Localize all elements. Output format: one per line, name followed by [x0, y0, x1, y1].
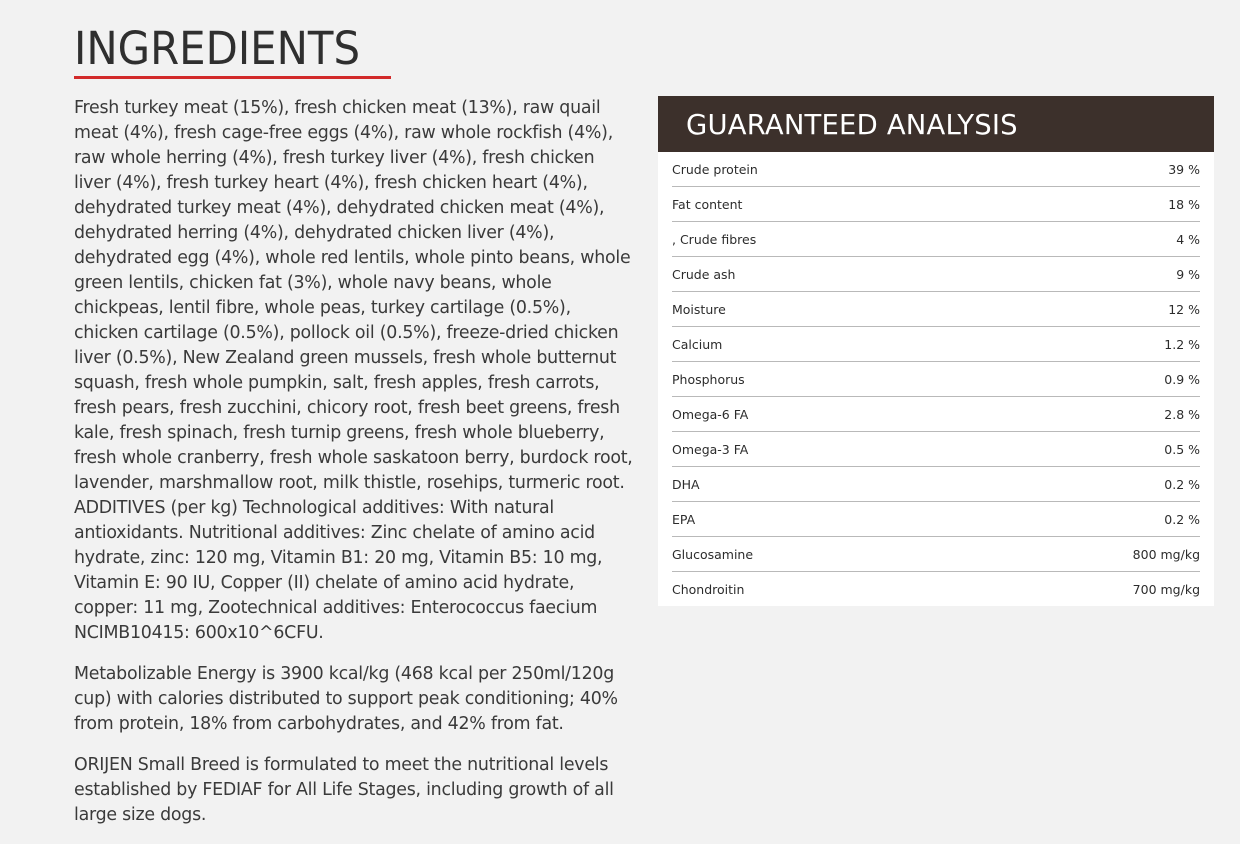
analysis-row-value: 0.2 %: [1164, 511, 1200, 527]
analysis-row: [672, 572, 1200, 606]
analysis-row-label: EPA: [672, 511, 696, 527]
guaranteed-analysis-panel: [658, 96, 1214, 606]
analysis-row-value: 1.2 %: [1164, 336, 1200, 352]
analysis-row-label: Omega-3 FA: [672, 441, 749, 457]
analysis-row-label: Crude ash: [672, 266, 736, 282]
standards-text: ORIJEN Small Breed is formulated to meet the nutritional levels established by FEDIAF for All Life Stages, including growth of all large size dogs.: [74, 755, 614, 825]
analysis-row-value: 12 %: [1168, 301, 1200, 317]
analysis-row-value: 39 %: [1168, 161, 1200, 177]
analysis-table: [658, 152, 1214, 606]
analysis-row: [672, 292, 1200, 327]
analysis-row-label: Chondroitin: [672, 581, 745, 597]
ingredients-heading: INGREDIENTS: [74, 22, 361, 75]
energy-text: Metabolizable Energy is 3900 kcal/kg (468 kcal per 250ml/120g cup) with calories distributed to support peak conditioning; 40% from protein, 18% from carbohydrates, and 42% from fat.: [74, 664, 618, 734]
analysis-row-value: 4 %: [1176, 231, 1200, 247]
analysis-row: [672, 222, 1200, 257]
analysis-row: [672, 362, 1200, 397]
ingredients-section: [74, 22, 634, 844]
analysis-row-label: Moisture: [672, 301, 726, 317]
analysis-row: [672, 152, 1200, 187]
analysis-row-value: 700 mg/kg: [1132, 581, 1200, 597]
analysis-row-value: 0.9 %: [1164, 371, 1200, 387]
panel-title: GUARANTEED ANALYSIS: [686, 107, 1018, 141]
ingredients-body: [74, 96, 634, 828]
analysis-row: [672, 187, 1200, 222]
analysis-row: [672, 467, 1200, 502]
analysis-row-label: DHA: [672, 476, 700, 492]
heading-underline: [74, 76, 391, 79]
analysis-row-label: Calcium: [672, 336, 723, 352]
analysis-row-value: 0.5 %: [1164, 441, 1200, 457]
analysis-row: [672, 502, 1200, 537]
analysis-row-label: Omega-6 FA: [672, 406, 749, 422]
analysis-row-label: Crude protein: [672, 161, 758, 177]
analysis-row-label: Fat content: [672, 196, 743, 212]
panel-header: [658, 96, 1214, 152]
analysis-row-value: 2.8 %: [1164, 406, 1200, 422]
analysis-row: [672, 537, 1200, 572]
analysis-row-value: 0.2 %: [1164, 476, 1200, 492]
analysis-row-label: Phosphorus: [672, 371, 745, 387]
analysis-row: [672, 257, 1200, 292]
analysis-row: [672, 432, 1200, 467]
analysis-row-label: Glucosamine: [672, 546, 754, 562]
analysis-row-label: , Crude fibres: [672, 231, 757, 247]
analysis-row: [672, 327, 1200, 362]
analysis-row-value: 18 %: [1168, 196, 1200, 212]
analysis-row: [672, 397, 1200, 432]
analysis-row-value: 800 mg/kg: [1132, 546, 1200, 562]
ingredients-list-text: Fresh turkey meat (15%), fresh chicken meat (13%), raw quail meat (4%), fresh cage-free eggs (4%), raw whole rockfish (4%), raw whole herring (4%), fresh turkey liver (4%), fresh chicken liver (4%), fresh turkey heart (4%), fresh chicken heart (4%), dehydrated turkey meat (4%), dehydrated chicken meat (4%), dehydrated herring (4%), dehydrated chicken liver (4%), dehydrated egg (4%), whole red lentils, whole pinto beans, whole green lentils, chicken fat (3%), whole navy beans, whole chickpeas, lentil fibre, whole peas, turkey cartilage (0.5%), chicken cartilage (0.5%), pollock oil (0.5%), freeze-dried chicken liver (0.5%), New Zealand green mussels, fresh whole butternut squash, fresh whole pumpkin, salt, fresh apples, fresh carrots, fresh pears, fresh zucchini, chicory root, fresh beet greens, fresh kale, fresh spinach, fresh turnip greens, fresh whole blueberry, fresh whole cranberry, fresh whole saskatoon berry, burdock root, lavender, marshmallow root, milk thistle, rosehips, turmeric root. ADDITIVES (per kg) Technological additives: With natural antioxidants. Nutritional additives: Zinc chelate of amino acid hydrate, zinc: 120 mg, Vitamin B1: 20 mg, Vitamin B5: 10 mg, Vitamin E: 90 IU, Copper (II) chelate of amino acid hydrate, copper: 11 mg, Zootechnical additives: Enterococcus faecium NCIMB10415: 600x10^6CFU.: [74, 98, 633, 643]
analysis-row-value: 9 %: [1176, 266, 1200, 282]
